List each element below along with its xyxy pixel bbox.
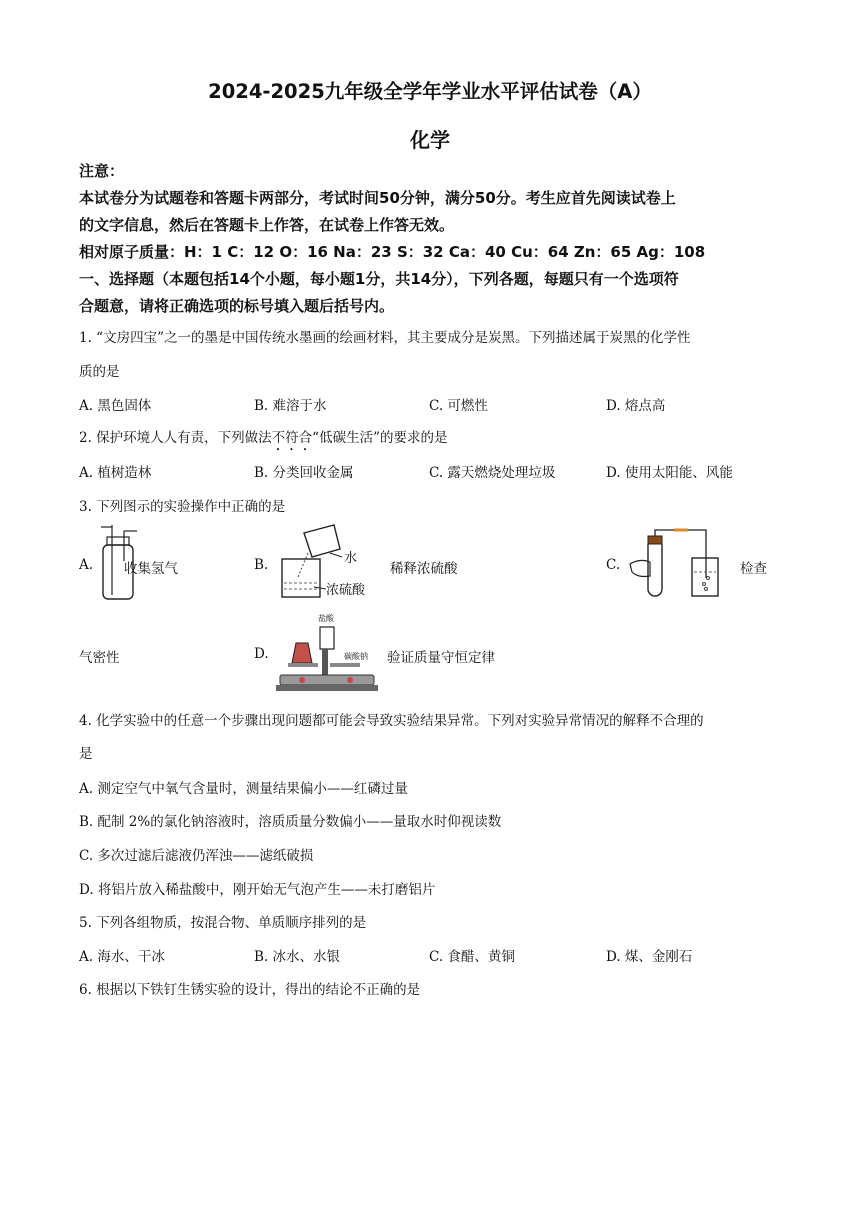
q3-option-a-text: 收集氢气 (124, 561, 178, 577)
q3-b-acid-label: 浓硫酸 (326, 583, 366, 598)
q3-option-b-letter: B. (254, 557, 269, 573)
q3-option-b-text: 稀释浓硫酸 (390, 561, 458, 577)
q4-option-d: D. 将铝片放入稀盐酸中，刚开始无气泡产生——未打磨铝片 (79, 882, 436, 898)
q4-option-b: B. 配制 2%的氯化钠溶液时，溶质质量分数偏小——量取水时仰视读数 (79, 814, 502, 830)
q3-d-na2co3-label: 碳酸钠 (344, 652, 368, 661)
q1-option-d: D. 熔点高 (606, 398, 666, 414)
q3-option-c-letter: C. (606, 557, 621, 573)
q4-stem-line-1: 4. 化学实验中的任意一个步骤出现问题都可能会导致实验结果异常。下列对实验异常情况的解释不合理的 (79, 713, 704, 729)
section-1-line-1: 一、选择题（本题包括14个小题，每小题1分，共14分），下列各题，每题只有一个选项符 (79, 270, 679, 288)
q1-stem-line-2: 质的是 (79, 364, 120, 380)
q6-stem: 6. 根据以下铁钉生锈实验的设计，得出的结论不正确的是 (79, 982, 421, 998)
q5-stem: 5. 下列各组物质，按混合物、单质顺序排列的是 (79, 915, 367, 931)
q2-option-d: D. 使用太阳能、风能 (606, 465, 733, 481)
q2-stem (79, 426, 447, 454)
q5-option-a: A. 海水、干冰 (79, 949, 165, 965)
airtightness-check-icon (630, 528, 730, 602)
q3-d-hcl-label: 盐酸 (318, 614, 334, 623)
q4-option-c: C. 多次过滤后滤液仍浑浊——滤纸破损 (79, 848, 314, 864)
notice-label: 注意： (79, 162, 125, 180)
notice-line-1: 本试卷分为试题卷和答题卡两部分，考试时间50分钟，满分50分。考生应首先阅读试卷上 (79, 189, 676, 207)
q1-stem-line-1: 1. “文房四宝”之一的墨是中国传统水墨画的绘画材料，其主要成分是炭黑。下列描述属于炭黑的化学性 (79, 330, 691, 346)
exam-title: 2024-2025九年级全学年学业水平评估试卷（A） (208, 80, 652, 103)
q2-stem-post: “低碳生活”的要求的是 (312, 430, 448, 446)
balance-icon (272, 613, 382, 695)
q3-stem: 3. 下列图示的实验操作中正确的是 (79, 499, 286, 515)
q5-option-b: B. 冰水、水银 (254, 949, 341, 965)
q3-option-c-text: 检查 (740, 561, 767, 577)
q5-option-c: C. 食醋、黄铜 (429, 949, 515, 965)
q1-option-b: B. 难溶于水 (254, 398, 327, 414)
q3-b-water-label: 水 (344, 551, 358, 566)
q4-stem-line-2: 是 (79, 746, 93, 762)
q3-option-d-text: 验证质量守恒定律 (387, 650, 495, 666)
q1-option-a: A. 黑色固体 (79, 398, 152, 414)
q2-option-c: C. 露天燃烧处理垃圾 (429, 465, 556, 481)
notice-line-2: 的文字信息，然后在答题卡上作答，在试卷上作答无效。 (79, 216, 455, 234)
q2-stem-emphasis: 不符合 (271, 430, 313, 446)
q2-option-a: A. 植树造林 (79, 465, 152, 481)
q3-option-c-text-cont: 气密性 (79, 650, 120, 666)
q4-option-a: A. 测定空气中氧气含量时，测量结果偏小——红磷过量 (79, 781, 408, 797)
q5-option-d: D. 煤、金刚石 (606, 949, 693, 965)
q1-option-c: C. 可燃性 (429, 398, 488, 414)
q2-option-b: B. 分类回收金属 (254, 465, 354, 481)
q3-option-d-letter: D. (254, 646, 269, 662)
subject-title: 化学 (410, 128, 450, 152)
q3-option-a-letter: A. (79, 557, 94, 573)
section-1-line-2: 合题意，请将正确选项的标号填入题后括号内。 (79, 297, 395, 315)
dilution-beaker-icon (278, 525, 378, 605)
atomic-mass-line: 相对原子质量：H：1 C：12 O：16 Na：23 S：32 Ca：40 Cu：64 Zn：65 Ag：108 (79, 243, 706, 261)
q2-stem-pre: 2. 保护环境人人有责，下列做法 (79, 430, 272, 446)
